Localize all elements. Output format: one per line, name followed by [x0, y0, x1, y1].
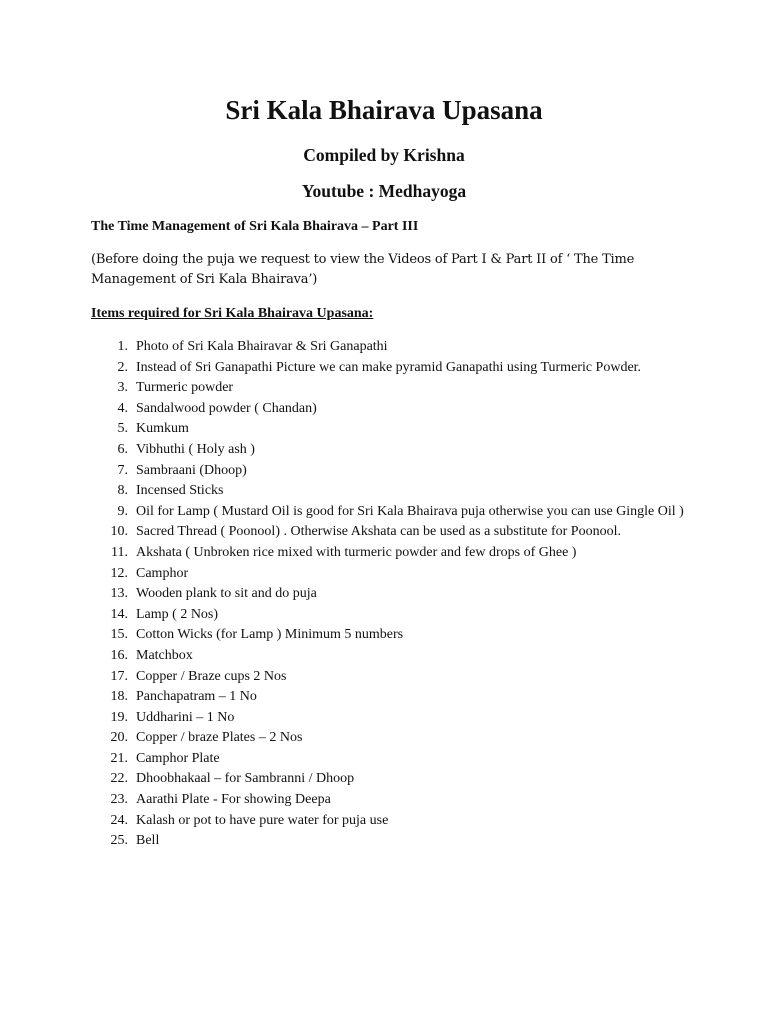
list-item-number: 6. — [117, 441, 128, 457]
list-item-number: 15. — [110, 627, 128, 643]
list-item — [0, 399, 768, 420]
list-item-text: Aarathi Plate - For showing Deepa — [136, 792, 331, 808]
intro-note-line-2: Management of Sri Kala Bhairava’) — [91, 272, 318, 287]
list-item — [0, 502, 768, 523]
list-item-number: 9. — [117, 503, 128, 519]
list-item — [0, 625, 768, 646]
list-item-number: 8. — [117, 483, 128, 499]
list-item — [0, 564, 768, 585]
list-item-number: 1. — [117, 339, 128, 354]
list-item-text: Sandalwood powder ( Chandan) — [136, 400, 317, 416]
items-list — [0, 337, 768, 852]
list-item-text: Kalash or pot to have pure water for puja use — [136, 812, 389, 828]
list-item-number: 12. — [110, 565, 128, 581]
list-item — [0, 461, 768, 482]
intro-note-line-1: (Before doing the puja we request to view the Videos of Part I & Part II of ‘ The Time — [91, 252, 635, 267]
list-item-text: Incensed Sticks — [136, 483, 224, 499]
list-item-number: 23. — [110, 792, 128, 808]
list-item — [0, 708, 768, 729]
list-item-number: 14. — [110, 606, 128, 622]
list-item — [0, 358, 768, 379]
items-heading: Items required for Sri Kala Bhairava Upasana: — [91, 306, 374, 321]
list-item — [0, 584, 768, 605]
list-item — [0, 790, 768, 811]
list-item-text: Camphor — [136, 565, 189, 581]
list-item-text: Kumkum — [136, 421, 189, 437]
list-item — [0, 667, 768, 688]
list-item-number: 20. — [110, 730, 128, 746]
list-item — [0, 687, 768, 708]
list-item-text: Akshata ( Unbroken rice mixed with turmeric powder and few drops of Ghee ) — [136, 544, 577, 560]
list-item-text: Vibhuthi ( Holy ash ) — [136, 441, 255, 457]
list-item-number: 18. — [110, 689, 128, 705]
list-item-number: 7. — [117, 462, 128, 478]
list-item — [0, 749, 768, 770]
list-item-number: 24. — [110, 812, 128, 828]
list-item-number: 2. — [117, 359, 128, 375]
list-item — [0, 831, 768, 852]
list-item — [0, 337, 768, 358]
list-item-text: Photo of Sri Kala Bhairavar & Sri Ganapathi — [136, 339, 388, 354]
list-item-text: Sambraani (Dhoop) — [136, 462, 247, 478]
list-item-number: 22. — [110, 771, 128, 787]
list-item-text: Panchapatram – 1 No — [136, 689, 257, 705]
list-item — [0, 522, 768, 543]
list-item — [0, 378, 768, 399]
list-item-number: 3. — [117, 380, 128, 396]
list-item-text: Uddharini – 1 No — [136, 709, 235, 725]
list-item — [0, 811, 768, 832]
list-item-text: Sacred Thread ( Poonool) . Otherwise Akshata can be used as a substitute for Poonool. — [136, 524, 621, 540]
list-item-number: 17. — [110, 668, 128, 684]
youtube-channel-line: Youtube : Medhayoga — [301, 181, 467, 201]
list-item-text: Copper / Braze cups 2 Nos — [136, 668, 287, 684]
list-item-text: Wooden plank to sit and do puja — [136, 586, 317, 602]
part-heading: The Time Management of Sri Kala Bhairava – Part III — [91, 219, 419, 234]
list-item-text: Copper / braze Plates – 2 Nos — [136, 730, 303, 746]
intro-note — [91, 250, 651, 290]
list-item-number: 11. — [111, 544, 128, 560]
list-item-text: Oil for Lamp ( Mustard Oil is good for Sri Kala Bhairava puja otherwise you can use Gingle Oil ) — [136, 503, 684, 519]
list-item-text: Dhoobhakaal – for Sambranni / Dhoop — [136, 771, 355, 787]
list-item-number: 19. — [110, 709, 128, 725]
list-item — [0, 769, 768, 790]
list-item — [0, 440, 768, 461]
document-title: Sri Kala Bhairava Upasana — [225, 95, 543, 125]
list-item-number: 10. — [110, 524, 128, 540]
list-item — [0, 728, 768, 749]
list-item-number: 25. — [110, 833, 128, 849]
list-item-text: Cotton Wicks (for Lamp ) Minimum 5 numbers — [136, 627, 404, 643]
list-item-text: Camphor Plate — [136, 750, 220, 766]
list-item-text: Bell — [136, 833, 160, 849]
list-item-text: Instead of Sri Ganapathi Picture we can make pyramid Ganapathi using Turmeric Powder. — [136, 359, 642, 375]
list-item — [0, 646, 768, 667]
list-item-number: 16. — [110, 647, 128, 663]
list-item-number: 13. — [110, 586, 128, 602]
list-item-text: Turmeric powder — [136, 380, 234, 396]
list-item-text: Lamp ( 2 Nos) — [136, 606, 219, 622]
list-item — [0, 605, 768, 626]
list-item — [0, 419, 768, 440]
list-item-number: 21. — [110, 750, 128, 766]
compiled-by-line: Compiled by Krishna — [303, 145, 465, 165]
list-item-text: Matchbox — [136, 647, 193, 663]
list-item-number: 5. — [117, 421, 128, 437]
list-item-number: 4. — [117, 400, 128, 416]
list-item — [0, 543, 768, 564]
list-item — [0, 481, 768, 502]
